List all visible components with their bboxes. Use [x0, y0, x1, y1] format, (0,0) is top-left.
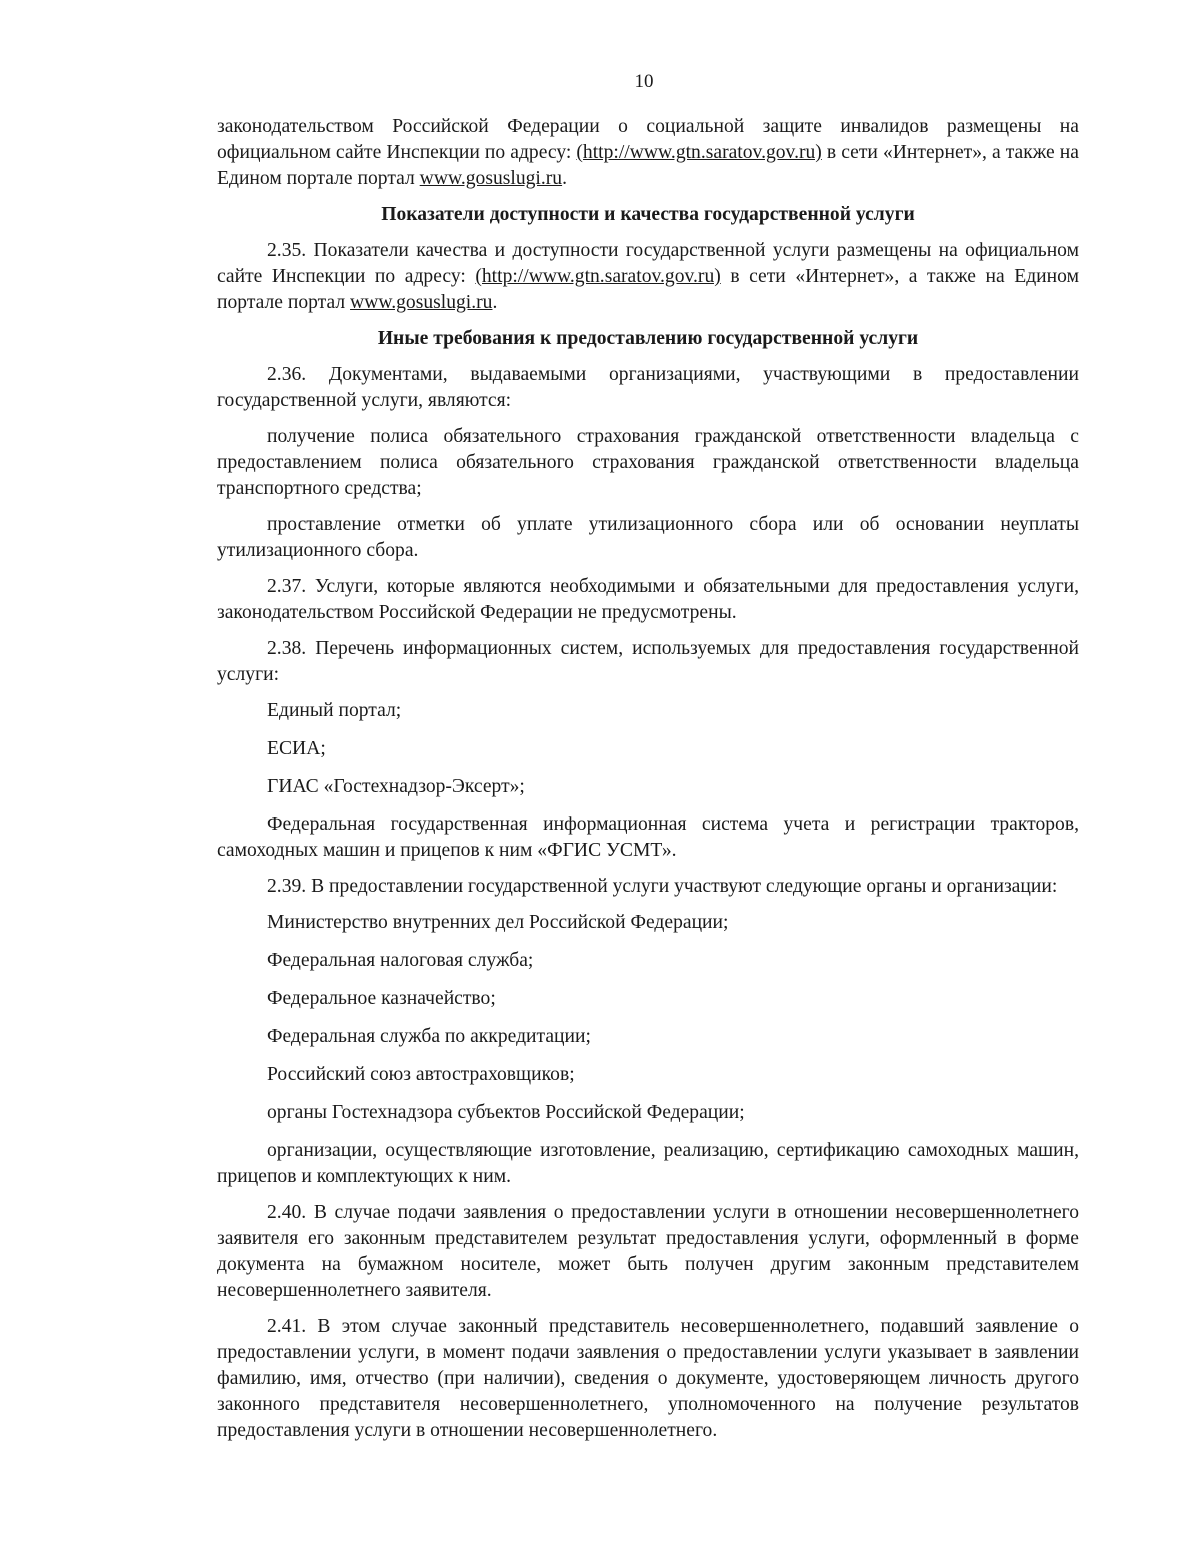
intro-text-1: законодательством Российской Федерации о социальной защите инвалидов размещены на официальном сайте Инспекции по адресу: [217, 116, 1079, 163]
organization-item: Федеральное казначейство; [267, 988, 496, 1009]
paragraph-2-36-item-2: проставление отметки об уплате утилизационного сбора или об основании неуплаты утилизационного сбора. [217, 514, 1079, 561]
organization-item: Российский союз автостраховщиков; [267, 1064, 575, 1085]
intro-text-3: . [562, 168, 567, 189]
p235-text-2: в сети «Интернет», а также на Едином портале портал [217, 266, 1079, 313]
gosuslugi-link[interactable]: www.gosuslugi.ru [419, 168, 563, 189]
paragraph-2-38: 2.38. Перечень информационных систем, используемых для предоставления государственной услуги: [217, 638, 1079, 685]
intro-text-2: в сети «Интернет», а также на Едином портале портал [217, 142, 1079, 189]
info-system-item: Единый портал; [267, 700, 402, 721]
info-system-item: ГИАС «Гостехнадзор-Эксерт»; [267, 776, 525, 797]
paragraph-2-39: 2.39. В предоставлении государственной услуги участвуют следующие органы и организации: [267, 876, 1058, 897]
organization-item: Министерство внутренних дел Российской Федерации; [267, 912, 729, 933]
inspection-site-link[interactable]: (http://www.gtn.saratov.gov.ru) [576, 142, 822, 163]
info-system-item: ЕСИА; [267, 738, 326, 759]
paragraph-2-35 [217, 238, 1079, 316]
organization-item: Федеральная налоговая служба; [267, 950, 534, 971]
section-heading-accessibility: Показатели доступности и качества государственной услуги [381, 204, 915, 225]
intro-paragraph [217, 114, 1079, 192]
organization-item: организации, осуществляющие изготовление, реализацию, сертификацию самоходных машин, прицепов и комплектующих к ним. [217, 1140, 1079, 1187]
paragraph-2-40: 2.40. В случае подачи заявления о предоставлении услуги в отношении несовершеннолетнего заявителя его законным представителем результат предоставления услуги, оформленный в форме документа на бумажном носителе, может быть получен другим законным представителем несовершеннолетнего заявителя. [217, 1202, 1079, 1301]
page-number: 10 [634, 71, 654, 92]
info-system-item: Федеральная государственная информационная система учета и регистрации тракторов, самоходных машин и прицепов к ним «ФГИС УСМТ». [217, 814, 1079, 861]
gosuslugi-link-2[interactable]: www.gosuslugi.ru [350, 292, 493, 313]
paragraph-2-37: 2.37. Услуги, которые являются необходимыми и обязательными для предоставления услуги, законодательством Российской Федерации не предусмотрены. [217, 576, 1079, 623]
p235-text-3: . [492, 292, 498, 313]
p235-text-1: 2.35. Показатели качества и доступности государственной услуги размещены на официальном сайте Инспекции по адресу: [217, 240, 1079, 287]
paragraph-2-41: 2.41. В этом случае законный представитель несовершеннолетнего, подавший заявление о предоставлении услуги, в момент подачи заявления о предоставлении услуги указывает в заявлении фамилию, имя, отчество (при наличии), сведения о документе, удостоверяющем личность другого законного представителя несовершеннолетнего, уполномоченного на получение результатов предоставления услуги в отношении несовершеннолетнего. [217, 1316, 1079, 1441]
organization-item: органы Гостехнадзора субъектов Российской Федерации; [267, 1102, 745, 1123]
document-body [217, 114, 1079, 1454]
paragraph-2-36-item-1: получение полиса обязательного страхования гражданской ответственности владельца с предоставлением полиса обязательного страхования гражданской ответственности владельца транспортного средства; [217, 426, 1079, 499]
section-heading-other-requirements: Иные требования к предоставлению государственной услуги [377, 328, 919, 349]
organization-item: Федеральная служба по аккредитации; [267, 1026, 591, 1047]
inspection-site-link-2[interactable]: (http://www.gtn.saratov.gov.ru) [475, 266, 721, 287]
paragraph-2-36: 2.36. Документами, выдаваемыми организациями, участвующими в предоставлении государственной услуги, являются: [217, 364, 1079, 411]
